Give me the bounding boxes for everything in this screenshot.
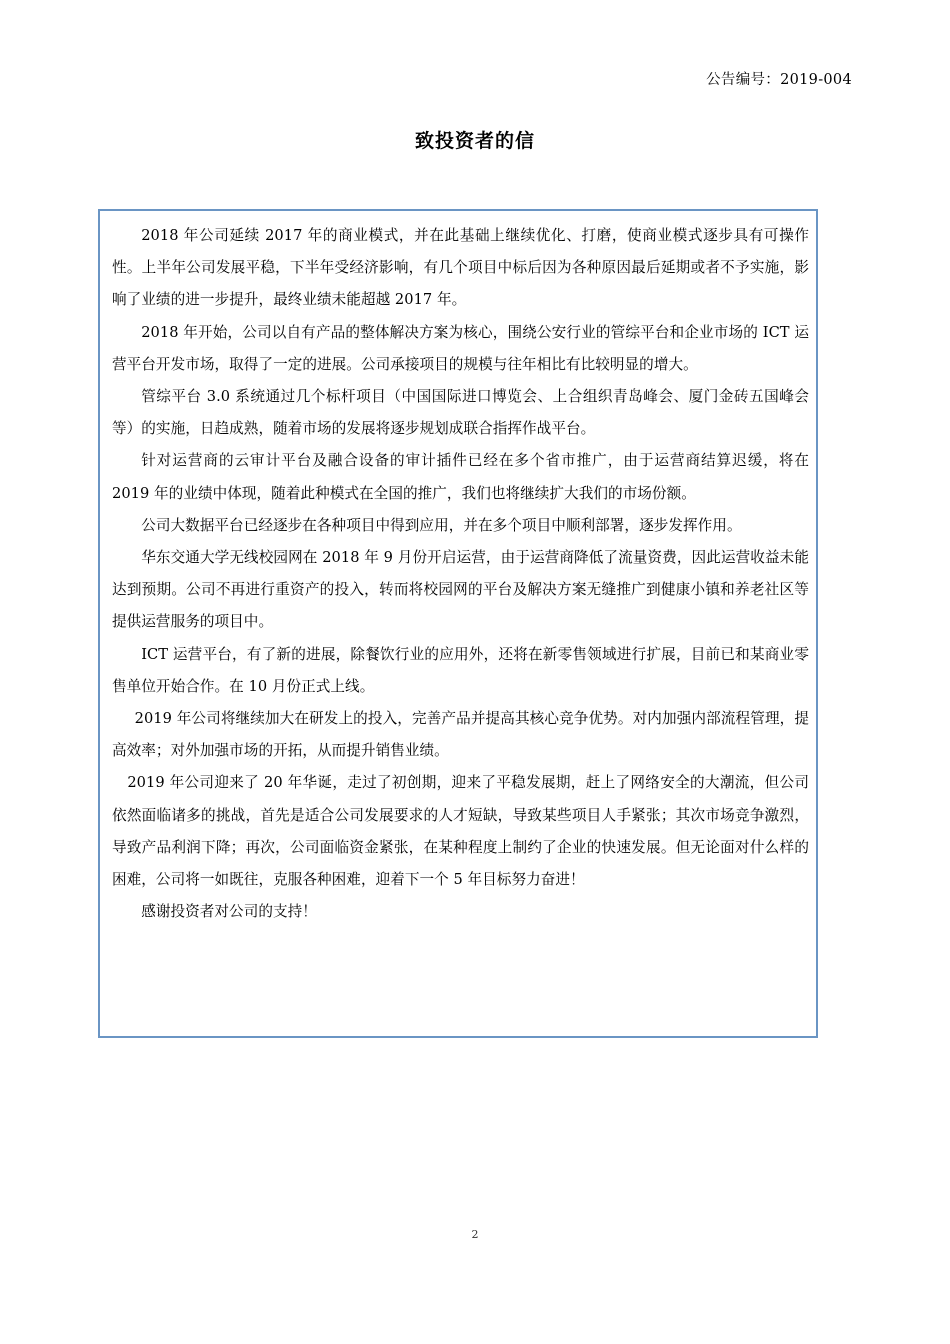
- paragraph-campus-network: 华东交通大学无线校园网在 2018 年 9 月份开启运营，由于运营商降低了流量资费，因此运营收益未能达到预期。公司不再进行重资产的投入，转而将校园网的平台及解决方案无缝推广到健康小镇和养老社区等提供运营服务的项目中。: [112, 549, 809, 631]
- paragraph-management-platform: 管综平台 3.0 系统通过几个标杆项目（中国国际进口博览会、上合组织青岛峰会、厦门金砖五国峰会等）的实施，日趋成熟，随着市场的发展将逐步规划成联合指挥作战平台。: [112, 388, 809, 438]
- notice-number: 公告编号：2019-004: [706, 72, 852, 88]
- page-title: 致投资者的信: [414, 130, 535, 152]
- paragraph-big-data: 公司大数据平台已经逐步在各种项目中得到应用，并在多个项目中顺利部署，逐步发挥作用。: [141, 516, 742, 534]
- paragraph-thanks: 感谢投资者对公司的支持！: [141, 903, 317, 921]
- paragraph-anniversary: 2019 年公司迎来了 20 年华诞，走过了初创期，迎来了平稳发展期，赶上了网络安全的大潮流，但公司依然面临诸多的挑战，首先是适合公司发展要求的人才短缺，导致某些项目人手紧张；其次市场竞争激烈，导致产品利润下降；再次，公司面临资金紧张，在某种程度上制约了企业的快速发展。但无论面对什么样的困难，公司将一如既往，克服各种困难，迎着下一个 5 年目标努力奋进！: [112, 774, 809, 889]
- paragraph-strategy: 2018 年开始，公司以自有产品的整体解决方案为核心，围绕公安行业的管综平台和企业市场的 ICT 运营平台开发市场，取得了一定的进展。公司承接项目的规模与往年相比有比较明显的增大。: [112, 323, 809, 373]
- page-number: 2: [471, 1228, 479, 1241]
- paragraph-business-model: 2018 年公司延续 2017 年的商业模式，并在此基础上继续优化、打磨，使商业模式逐步具有可操作性。上半年公司发展平稳，下半年受经济影响，有几个项目中标后因为各种原因最后延期或者不予实施，影响了业绩的进一步提升，最终业绩未能超越 2017 年。: [112, 227, 809, 309]
- paragraph-cloud-audit: 针对运营商的云审计平台及融合设备的审计插件已经在多个省市推广，由于运营商结算迟缓，将在 2019 年的业绩中体现，随着此种模式在全国的推广，我们也将继续扩大我们的市场份额。: [112, 452, 809, 502]
- letter-box: [98, 209, 818, 1038]
- paragraph-2019-plan: 2019 年公司将继续加大在研发上的投入，完善产品并提高其核心竞争优势。对内加强内部流程管理，提高效率；对外加强市场的开拓，从而提升销售业绩。: [112, 710, 809, 760]
- paragraph-ict-platform: ICT 运营平台，有了新的进展，除餐饮行业的应用外，还将在新零售领域进行扩展，目前已和某商业零售单位开始合作。在 10 月份正式上线。: [112, 645, 809, 695]
- letter-body: [112, 220, 809, 928]
